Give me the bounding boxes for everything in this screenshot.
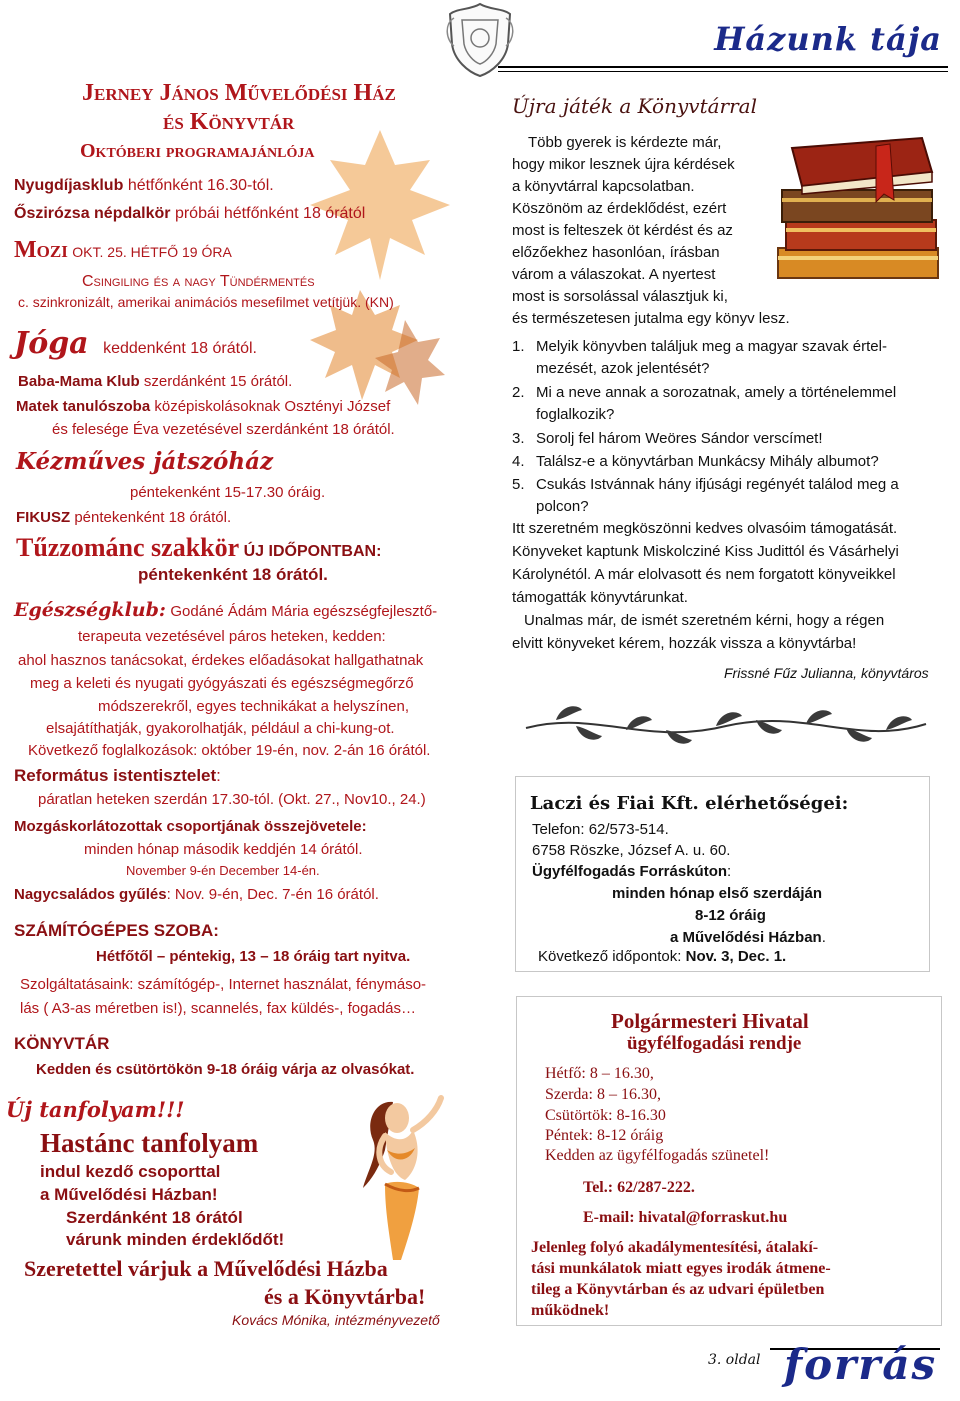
egeszsegklub-text: Godáné Ádám Mária egészségfejlesztő- [170, 603, 438, 620]
question-text: polcon? [536, 498, 589, 515]
matek-text: középiskolásoknak Osztényi József [154, 398, 391, 415]
intro-line: most is felteszek öt kérdést és az [512, 222, 733, 239]
closing-line2: és a Könyvtárba! [264, 1284, 426, 1309]
mozi-date: OKT. 25. HÉTFŐ 19 ÓRA [72, 244, 232, 260]
question-text: Csukás Istvánnak hány ifjúsági regényét találod meg a [536, 476, 899, 493]
reformatus-colon: : [216, 766, 221, 785]
vine-ornament [516, 690, 936, 760]
laczi-ugyfelfogadas [532, 863, 731, 880]
nagycsalados-title: Nagycsaládos gyűlés [14, 886, 167, 903]
babamama [18, 373, 292, 390]
hivatal-notice-line: működnek! [531, 1302, 610, 1319]
closing-line1: Szeretettel várjuk a Művelődési Házba [24, 1256, 388, 1281]
question-text: mezését, azok jelentését? [536, 360, 710, 377]
oszirozsa-text: próbái hétfőnként 18 órától [174, 205, 366, 222]
reformatus-text: páratlan heteken szerdán 17.30-tól. (Okt. 27., Nov10., 24.) [38, 791, 426, 808]
intro-line: hogy mikor lesznek újra kérdések [512, 156, 735, 173]
question-text: Melyik könyvben találjuk meg a magyar szavak értel- [536, 338, 887, 355]
mozi-film-title: Csingiling és a nagy Tündérmentés [82, 273, 315, 290]
laczi-line3 [670, 929, 826, 946]
page-number: 3. oldal [708, 1352, 761, 1368]
laczi-phone: Telefon: 62/573-514. [532, 821, 669, 838]
konyvtar-text: Kedden és csütörtökön 9-18 óráig várja az olvasókat. [36, 1061, 415, 1078]
hivatal-notice-line: Jelenleg folyó akadálymentesítési, átalakí- [531, 1239, 819, 1256]
joga-title: Jóga [14, 326, 89, 361]
heading-jerney: Jerney János Művelődési Ház [82, 80, 396, 106]
intro-line: Köszönöm az érdeklődést, ezért [512, 200, 727, 217]
nyugdijasklub [14, 177, 274, 195]
hastanc-line1: indul kezdő csoporttal [40, 1162, 221, 1181]
hivatal-hours-line: Csütörtök: 8-16.30 [545, 1107, 666, 1124]
crest-icon [440, 0, 520, 80]
tuzzomanc-new: ÚJ IDŐPONTBAN: [243, 543, 382, 560]
kezmuves-title: Kézműves játszóház [16, 448, 274, 475]
oszirozsa-title: Őszirózsa népdalkör [14, 205, 171, 222]
hastanc-line3: Szerdánként 18 órától [66, 1208, 243, 1227]
section-title: Házunk tája [714, 20, 942, 58]
laczi-next-dates [538, 948, 786, 965]
fikusz [16, 509, 231, 526]
egeszsegklub-line3: ahol hasznos tanácsokat, érdekes előadásokat hallgathatnak [18, 652, 424, 669]
nagycsalados-text: : Nov. 9-én, Dec. 7-én 16 órától. [166, 886, 379, 903]
thanks-line: Károlynétól. A már elolvasott és nem forgatott könyveikkel [512, 566, 896, 583]
egeszsegklub-line7: Következő foglalkozások: október 19-én, nov. 2-án 16 órától. [28, 742, 431, 759]
joga [14, 326, 257, 361]
mozi-description: c. szinkronizált, amerikai animációs mesefilmet vetítjük. (KN) [18, 294, 394, 310]
kezmuves-text: péntekenként 15-17.30 óráig. [130, 484, 326, 501]
laczi-ugyfelfogadas-title: Ügyfélfogadás Forráskúton [532, 863, 728, 880]
intro-line: most is sorsolással választjuk ki, [512, 288, 728, 305]
laczi-next-label: Következő időpontok: [538, 948, 686, 965]
laczi-line3-text: a Művelődési Házban [670, 929, 822, 946]
egeszsegklub-title: Egészségklub: [14, 599, 166, 621]
fikusz-text: péntekenként 18 órától. [74, 509, 232, 526]
thanks-line: Könyveket kaptunk Miskolcziné Kiss Judittól és Vásárhelyi [512, 543, 899, 560]
question-text: foglalkozik? [536, 406, 615, 423]
laczi-ugyfelfogadas-colon: : [727, 863, 732, 880]
mozgaskorlatozottak-text: minden hónap második keddjén 14 órától. [84, 841, 363, 858]
babamama-title: Baba-Mama Klub [18, 373, 140, 390]
laczi-line1: minden hónap első szerdáján [612, 885, 823, 902]
heading-konyvtar: és Könyvtár [163, 109, 295, 135]
matek-title: Matek tanulószoba [16, 398, 151, 415]
hastanc-title: Hastánc tanfolyam [40, 1128, 259, 1158]
heading-programajanlo: Októberi programajánlója [80, 140, 315, 162]
szamitogepes-szoba-title: SZÁMÍTÓGÉPES SZOBA: [14, 921, 219, 940]
egeszsegklub-line2: terapeuta vezetésével páros heteken, kedden: [78, 628, 386, 645]
question-text: Találsz-e a könyvtárban Munkácsy Mihály albumot? [536, 453, 879, 470]
hastanc-line4: várunk minden érdeklődőt! [66, 1230, 285, 1249]
matek-text-line2: és felesége Éva vezetésével szerdánként 18 órától. [52, 421, 395, 438]
thanks-line: elvitt könyveket kérem, hozzák vissza a könyvtárba! [512, 635, 857, 652]
hivatal-box [516, 996, 942, 1326]
egeszsegklub-line6: elsajátíthatják, gyakorolhatják, például a chi-kung-ot. [46, 720, 395, 737]
reformatus [14, 766, 221, 786]
laczi-line2: 8-12 óráig [695, 907, 766, 924]
szamitogepes-szoba-hours: Hétfőtől – péntekig, 13 – 18 óráig tart nyitva. [96, 948, 411, 965]
egeszsegklub [14, 599, 437, 621]
question-number: 2. [512, 384, 525, 401]
tuzzomanc-text: péntekenként 18 órától. [138, 565, 328, 584]
szamitogepes-szoba-services-2: lás ( A3-as méretben is!), scannelés, fax küldés-, fogadás… [20, 1000, 417, 1017]
intro-line: a könyvtárral kapcsolatban. [512, 178, 695, 195]
oszirozsa [14, 205, 365, 223]
thanks-line: Itt szeretném megköszönni kedves olvasóim támogatását. [512, 520, 898, 537]
reformatus-title: Református istentisztelet [14, 766, 217, 785]
hivatal-phone: Tel.: 62/287-222. [583, 1179, 695, 1196]
uj-tanfolyam: Új tanfolyam!!! [6, 1097, 185, 1122]
mozi [14, 237, 232, 264]
mozgaskorlatozottak-title: Mozgáskorlátozottak csoportjának összejövetele: [14, 818, 367, 835]
question-number: 3. [512, 430, 525, 447]
egeszsegklub-line5: módszerekről, egyes technikákat a helyszínen, [98, 698, 409, 715]
hastanc-line2: a Művelődési Házban! [40, 1185, 218, 1204]
tuzzomanc-title: Tűzzománc szakkör [16, 533, 240, 562]
question-text: Mi a neve annak a sorozatnak, amely a történelemmel [536, 384, 897, 401]
nagycsalados [14, 886, 379, 903]
babamama-text: szerdánként 15 órától. [143, 373, 293, 390]
hivatal-email[interactable]: E-mail: hivatal@forraskut.hu [583, 1209, 788, 1226]
laczi-next-values: Nov. 3, Dec. 1. [685, 948, 787, 965]
hivatal-notice-line: tileg a Könyvtárban és az udvari épületben [531, 1281, 825, 1298]
matek [16, 398, 390, 415]
left-signature: Kovács Mónika, intézményvezető [232, 1312, 440, 1328]
belly-dancer-illustration [345, 1092, 450, 1262]
hivatal-hours-line: Kedden az ügyfélfogadás szünetel! [545, 1147, 770, 1164]
intro-line: várom a válaszokat. A nyertest [512, 266, 716, 283]
thanks-line: Unalmas már, de ismét szeretném kérni, hogy a régen [524, 612, 885, 629]
question-text: Sorolj fel három Weöres Sándor verscímet! [536, 430, 823, 447]
autumn-leaf-illustration [300, 120, 460, 420]
librarian-signature: Frissné Fűz Julianna, könyvtáros [724, 665, 929, 681]
hivatal-subtitle: ügyfélfogadási rendje [627, 1033, 802, 1054]
intro-line: előzőekhez hasonlóan, írásban [512, 244, 720, 261]
thanks-line: támogatták könyvtárunkat. [512, 589, 688, 606]
konyvtar-title: KÖNYVTÁR [14, 1034, 110, 1053]
tuzzomanc [16, 533, 381, 563]
mozgaskorlatozottak-dates: November 9-én December 14-én. [126, 863, 320, 878]
szamitogepes-szoba-services: Szolgáltatásaink: számítógép-, Internet használat, fénymáso- [20, 976, 427, 993]
hivatal-hours-line: Szerda: 8 – 16.30, [545, 1086, 661, 1103]
hivatal-notice-line: tási munkálatok miatt egyes irodák átmene- [531, 1260, 831, 1277]
laczi-address: 6758 Röszke, József A. u. 60. [532, 842, 731, 859]
fikusz-title: FIKUSZ [16, 509, 71, 526]
intro-line: és természetesen jutalma egy könyv lesz. [512, 310, 790, 327]
laczi-line3-end: . [821, 929, 826, 946]
hivatal-title: Polgármesteri Hivatal [611, 1009, 809, 1033]
question-number: 5. [512, 476, 525, 493]
hivatal-hours-line: Hétfő: 8 – 16.30, [545, 1065, 654, 1082]
joga-text: keddenként 18 órától. [103, 340, 257, 357]
konyvtar-jatek-title: Újra játék a Könyvtárral [512, 94, 757, 118]
egeszsegklub-line4: meg a keleti és nyugati gyógyászati és egészségmegőrző [30, 675, 414, 692]
question-number: 4. [512, 453, 525, 470]
mozi-title: Mozi [14, 237, 68, 263]
nyugdijasklub-title: Nyugdíjasklub [14, 177, 124, 194]
laczi-contact-box [515, 776, 930, 972]
forras-logo: forrás [784, 1340, 938, 1389]
header-rule [498, 66, 948, 68]
hivatal-hours-line: Péntek: 8-12 óráig [545, 1127, 664, 1144]
question-number: 1. [512, 338, 525, 355]
nyugdijasklub-text: hétfőnként 16.30-tól. [127, 177, 274, 194]
laczi-title: Laczi és Fiai Kft. elérhetőségei: [530, 793, 849, 814]
header-rule-thin [498, 71, 948, 72]
books-illustration [772, 128, 947, 288]
intro-line: Több gyerek is kérdezte már, [528, 134, 722, 151]
